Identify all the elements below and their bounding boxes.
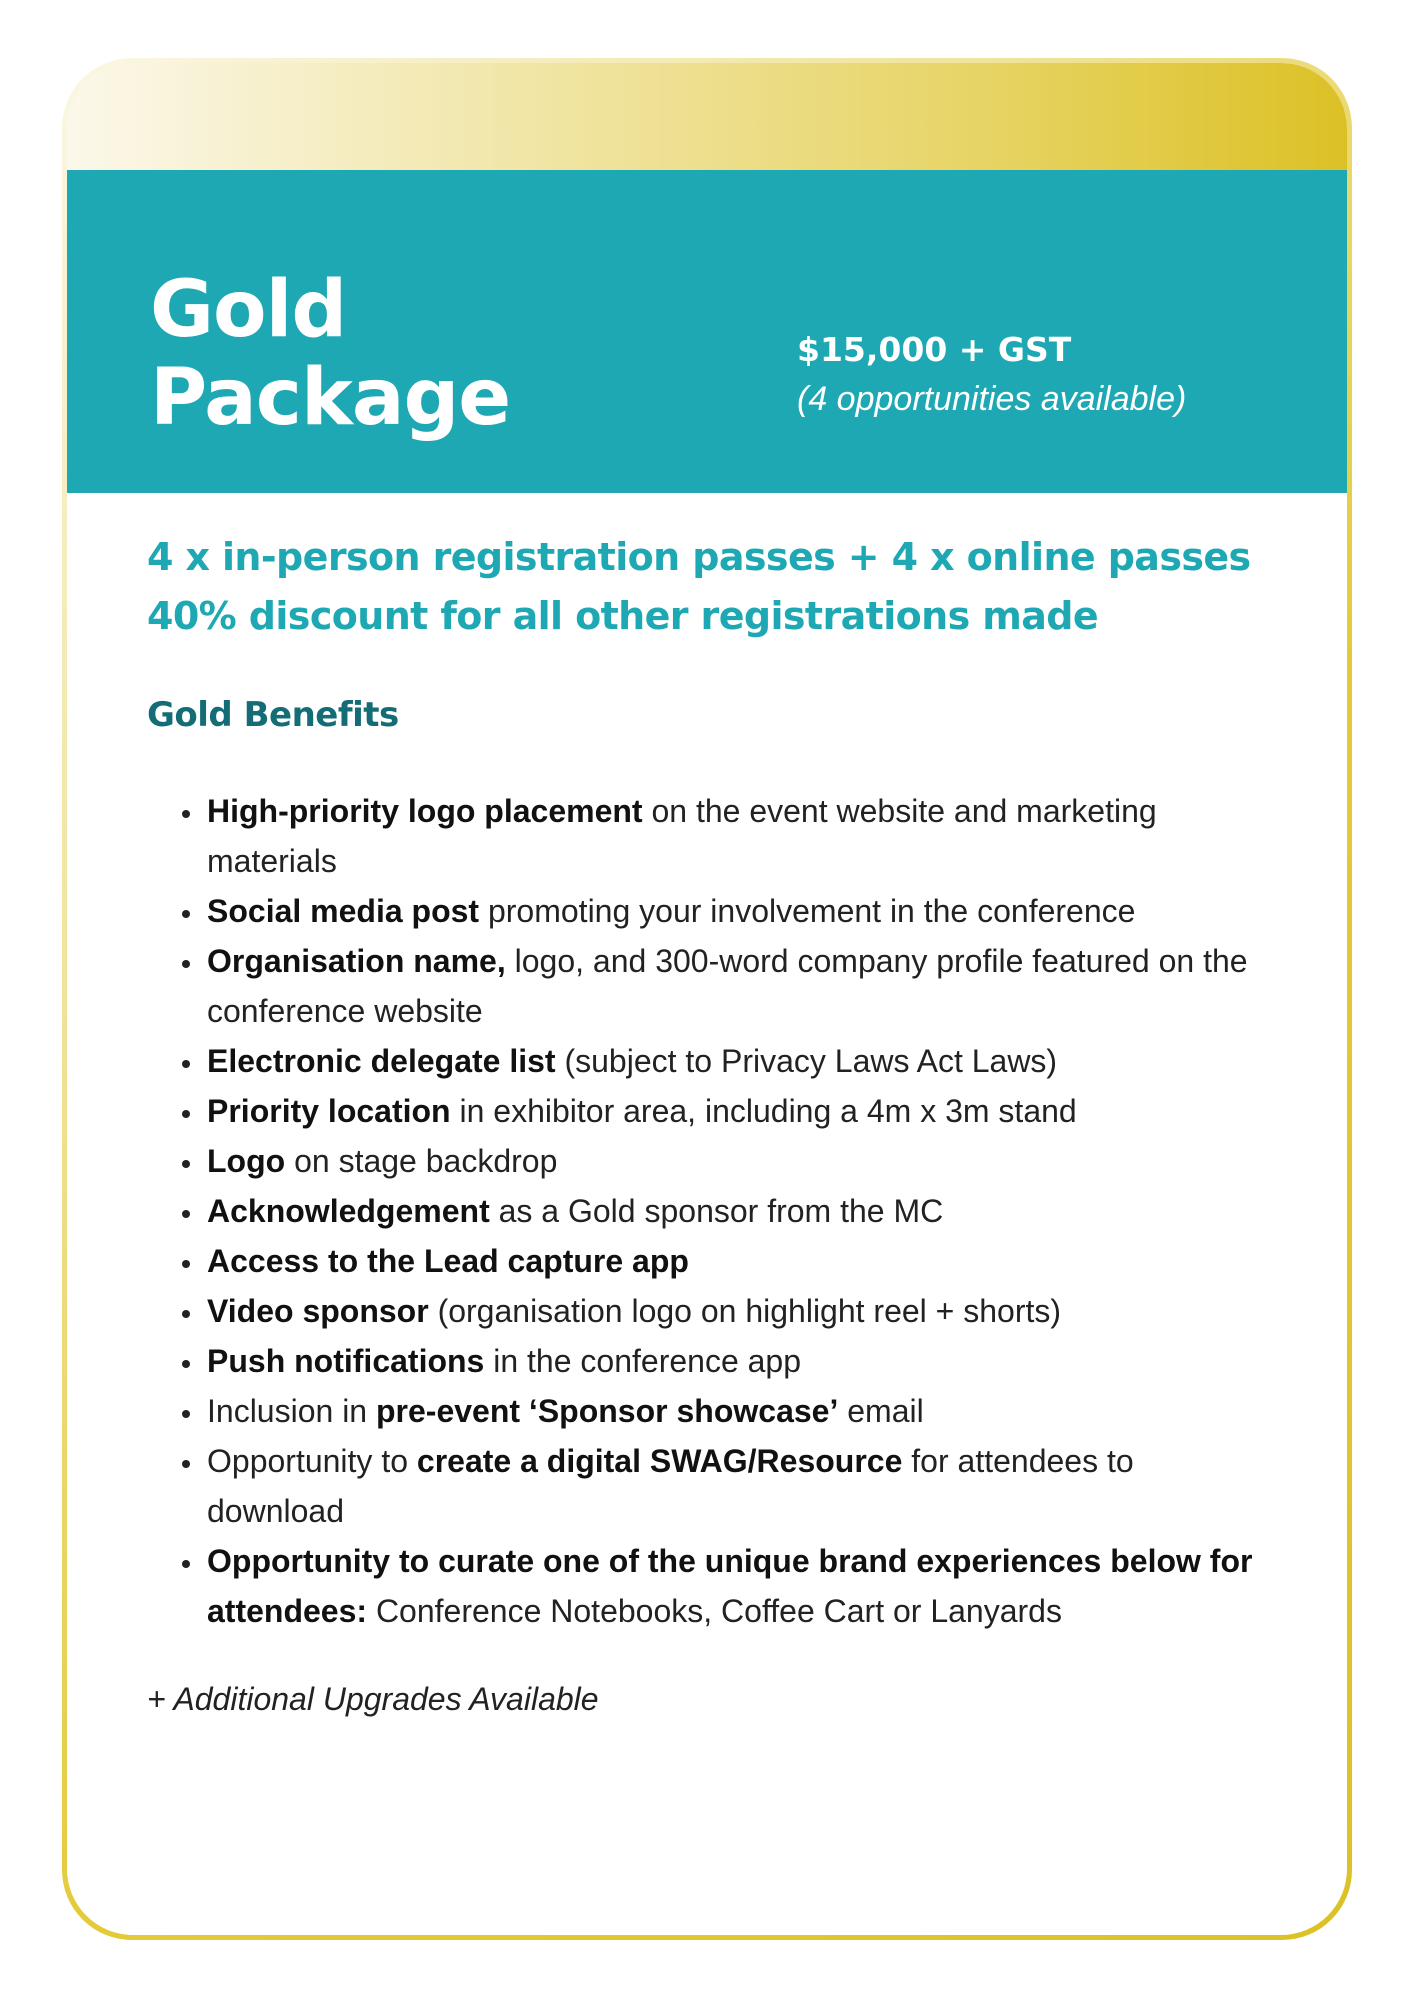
benefit-bold-text: pre-event ‘Sponsor showcase’ — [375, 1393, 839, 1429]
benefit-bold-text: Logo — [207, 1143, 286, 1179]
additional-upgrades-note: + Additional Upgrades Available — [147, 1681, 599, 1717]
package-price: $15,000 + GST — [797, 330, 1072, 369]
benefit-post-text: in the conference app — [484, 1343, 802, 1379]
benefit-post-text: on stage backdrop — [285, 1143, 558, 1179]
benefit-pre-text: Opportunity to — [207, 1443, 417, 1479]
availability-note: (4 opportunities available) — [797, 380, 1187, 418]
benefit-post-text: Conference Notebooks, Coffee Cart or Lanyards — [367, 1593, 1062, 1629]
package-header — [67, 170, 1347, 493]
benefits-heading: Gold Benefits — [147, 695, 399, 735]
package-title — [150, 266, 510, 442]
benefit-bold-text: Acknowledgement — [207, 1193, 490, 1229]
benefit-post-text: for attendees to download — [207, 1443, 1134, 1529]
price-block — [797, 328, 1186, 426]
benefit-bold-text: Electronic delegate list — [207, 1043, 556, 1079]
benefit-bold-text: create a digital SWAG/Resource — [416, 1443, 903, 1479]
benefit-item — [205, 1036, 1277, 1086]
package-content — [147, 528, 1277, 1724]
gold-package-card — [62, 58, 1352, 1940]
highlight-passes: 4 x in-person registration passes + 4 x online passes — [147, 535, 1251, 579]
benefit-item — [205, 1336, 1277, 1386]
gold-gradient-band — [67, 63, 1347, 170]
benefits-list — [147, 786, 1277, 1636]
benefit-pre-text: Inclusion in — [207, 1393, 376, 1429]
benefit-post-text: (subject to Privacy Laws Act Laws) — [555, 1043, 1058, 1079]
benefit-post-text: in exhibitor area, including a 4m x 3m stand — [450, 1093, 1077, 1129]
benefit-item — [205, 1236, 1277, 1286]
card-body — [67, 63, 1347, 1935]
benefit-item — [205, 886, 1277, 936]
highlight-discount: 40% discount for all other registrations made — [147, 594, 1099, 638]
benefit-bold-text: Social media post — [207, 893, 480, 929]
benefit-bold-text: Video sponsor — [207, 1293, 429, 1329]
title-line-2: Package — [150, 353, 511, 443]
benefit-bold-text: Push notifications — [207, 1343, 485, 1379]
benefit-bold-text: Priority location — [207, 1093, 451, 1129]
benefit-item — [205, 1286, 1277, 1336]
benefit-bold-text: High-priority logo placement — [207, 793, 643, 829]
title-line-1: Gold — [150, 265, 347, 355]
benefit-item — [205, 936, 1277, 1036]
benefit-item — [205, 1436, 1277, 1536]
benefit-bold-text: Opportunity to curate one of the unique brand experiences below for attendees: — [207, 1543, 1253, 1629]
benefit-item — [205, 786, 1277, 886]
benefit-post-text: as a Gold sponsor from the MC — [489, 1193, 944, 1229]
benefit-post-text: (organisation logo on highlight reel + shorts) — [428, 1293, 1062, 1329]
benefit-post-text: email — [838, 1393, 924, 1429]
benefit-bold-text: Organisation name, — [207, 943, 506, 979]
benefit-item — [205, 1186, 1277, 1236]
benefit-item — [205, 1136, 1277, 1186]
benefit-post-text: promoting your involvement in the conference — [479, 893, 1136, 929]
benefit-item — [205, 1536, 1277, 1636]
benefit-item — [205, 1086, 1277, 1136]
benefit-bold-text: Access to the Lead capture app — [207, 1243, 689, 1279]
benefit-item — [205, 1386, 1277, 1436]
benefit-post-text: on the event website and marketing materials — [207, 793, 1157, 879]
benefit-post-text: logo, and 300-word company profile featured on the conference website — [207, 943, 1248, 1029]
